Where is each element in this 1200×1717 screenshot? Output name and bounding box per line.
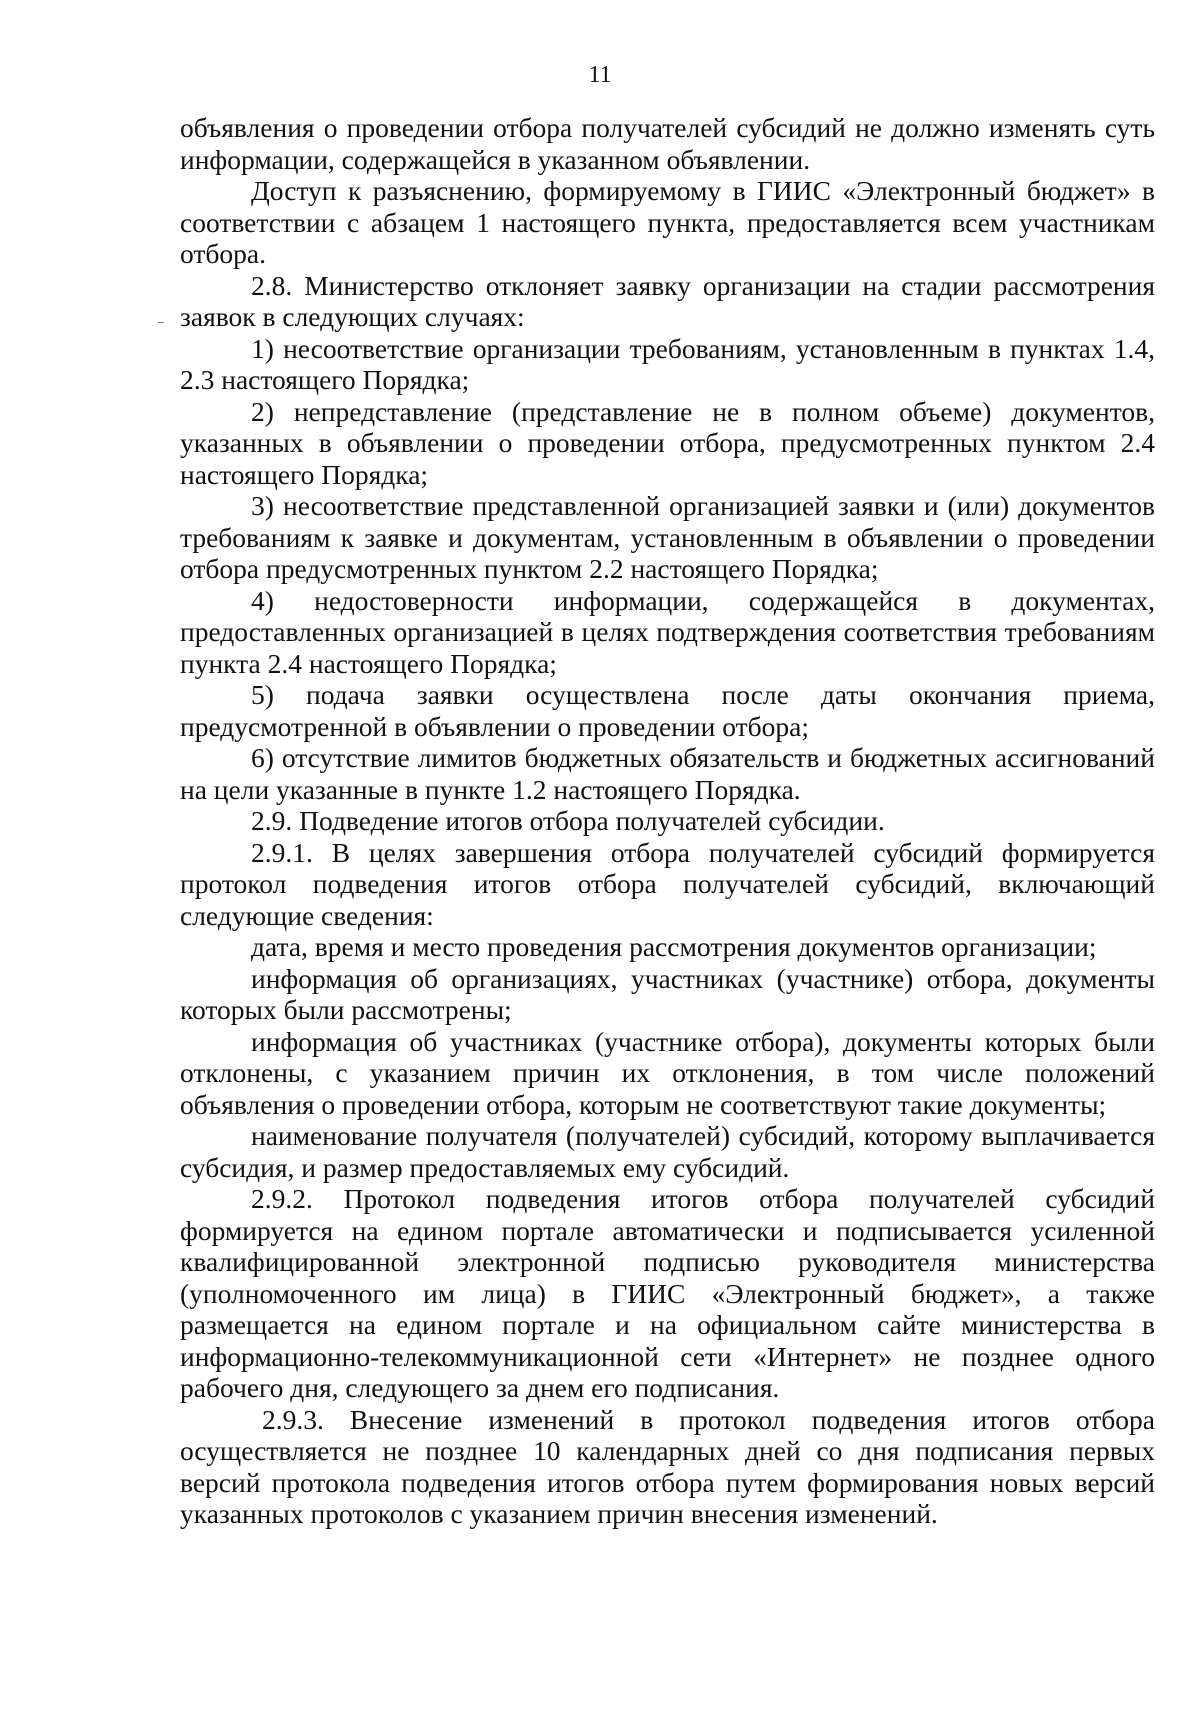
- list-item-2-8-2: 2) непредставление (представление не в полном объеме) документов, указанных в объявлении о проведении отбора, предусмотренных пунктом 2.4 настоящего Порядка;: [180, 395, 1155, 490]
- paragraph-2-9-1: 2.9.1. В целях завершения отбора получателей субсидий формируется протокол подведения итогов отбора получателей субсидий, включающий следующие сведения:: [180, 836, 1155, 931]
- list-item-2-8-1: 1) несоответствие организации требованиям, установленным в пунктах 1.4, 2.3 настоящего Порядка;: [180, 332, 1155, 395]
- paragraph-continuation: объявления о проведении отбора получателей субсидий не должно изменять суть информации, содержащейся в указанном объявлении.: [180, 112, 1155, 175]
- paragraph-2-8: 2.8. Министерство отклоняет заявку организации на стадии рассмотрения заявок в следующих случаях:: [180, 269, 1155, 332]
- list-item-2-8-4: 4) недостоверности информации, содержащейся в документах, предоставленных организацией в целях подтверждения соответствия требованиям пункта 2.4 настоящего Порядка;: [180, 584, 1155, 679]
- document-body: [180, 112, 1155, 1530]
- list-item-2-8-3: 3) несоответствие представленной организацией заявки и (или) документов требованиям к заявке и документам, установленным в объявлении о проведении отбора предусмотренных пунктом 2.2 настоящего Порядка;: [180, 490, 1155, 584]
- list-item-protocol-rejected: информация об участниках (участнике отбора), документы которых были отклонены, с указанием причин их отклонения, в том числе положений объявления о проведении отбора, которым не соответствуют такие документы;: [180, 1025, 1155, 1120]
- list-item-protocol-participants: информация об организациях, участниках (участнике) отбора, документы которых были рассмотрены;: [180, 962, 1155, 1025]
- paragraph-2-9: 2.9. Подведение итогов отбора получателей субсидии.: [251, 805, 885, 836]
- list-item-protocol-date: дата, время и место проведения рассмотрения документов организации;: [251, 931, 1097, 962]
- list-item-2-8-6: 6) отсутствие лимитов бюджетных обязательств и бюджетных ассигнований на цели указанные в пункте 1.2 настоящего Порядка.: [180, 742, 1155, 805]
- list-item-protocol-recipients: наименование получателя (получателей) субсидий, которому выплачивается субсидия, и размер предоставляемых ему субсидий.: [180, 1120, 1155, 1183]
- margin-mark: [158, 322, 164, 323]
- paragraph-2-9-3: 2.9.3. Внесение изменений в протокол подведения итогов отбора осуществляется не позднее 10 календарных дней со дня подписания первых версий протокола подведения итогов отбора путем формирования новых версий указанных протоколов с указанием причин внесения изменений.: [180, 1403, 1155, 1529]
- paragraph-2-9-2: 2.9.2. Протокол подведения итогов отбора получателей субсидий формируется на едином портале автоматически и подписывается усиленной квалифицированной электронной подписью руководителя министерства (уполномоченного им лица) в ГИИС «Электронный бюджет», а также размещается на едином портале и на официальном сайте министерства в информационно-телекоммуникационной сети «Интернет» не позднее одного рабочего дня, следующего за днем его подписания.: [180, 1183, 1155, 1403]
- list-item-2-8-5: 5) подача заявки осуществлена после даты окончания приема, предусмотренной в объявлении о проведении отбора;: [180, 679, 1155, 742]
- page-number: 11: [588, 62, 612, 88]
- paragraph-access-clarification: Доступ к разъяснению, формируемому в ГИИС «Электронный бюджет» в соответствии с абзацем 1 настоящего пункта, предоставляется всем участникам отбора.: [180, 175, 1155, 269]
